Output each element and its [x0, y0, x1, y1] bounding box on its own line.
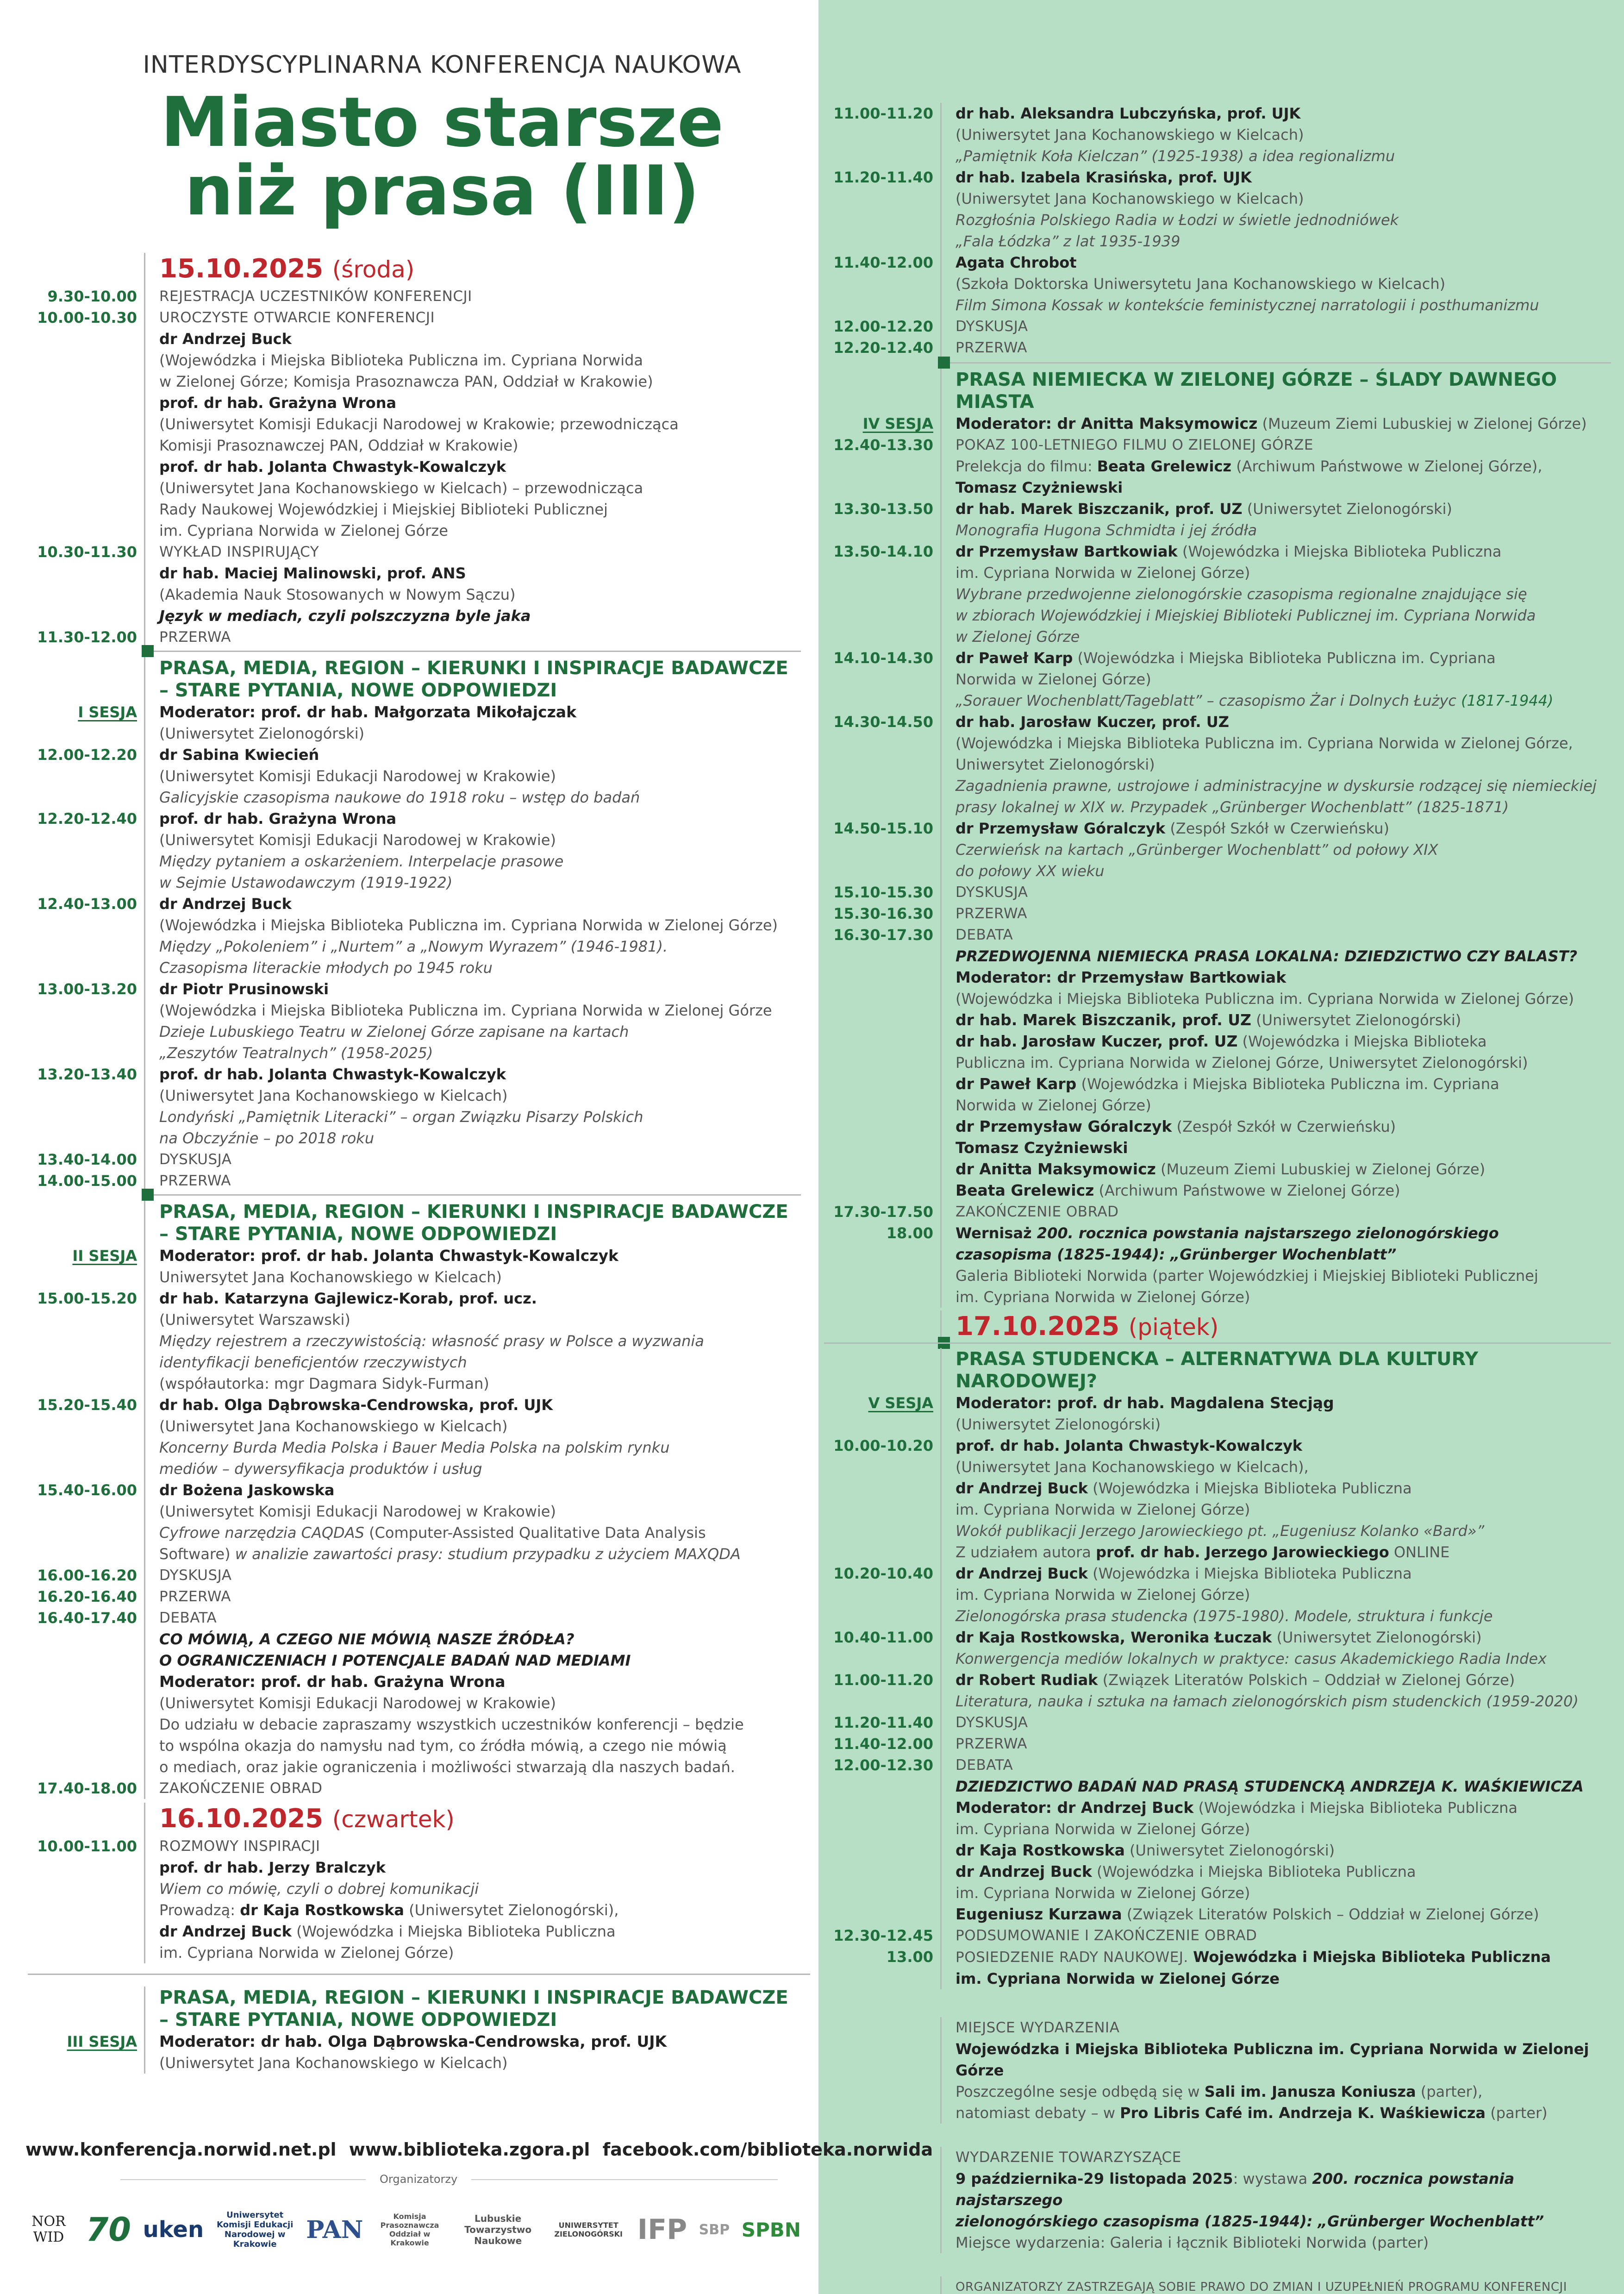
- session-4-moderator: IV SESJA Moderator: dr Anitta Maksymowicz (Muzeum Ziemi Lubuskiej w Zielonej Górze): [824, 413, 1611, 434]
- side-event-info: WYDARZENIE TOWARZYSZĄCE 9 października-29 listopada 2025: wystawa 200. rocznica powstania najstarszego zielonogórskiego czasopisma (1825-1944): „Grünberger Wochenblatt” Miejsce wydarzenia: Galeria i łącznik Biblioteki Norwida (parter): [824, 2124, 1611, 2253]
- session-1-moderator: I SESJA Moderator: prof. dr hab. Małgorzata Mikołajczak (Uniwersytet Zielonogórski): [28, 702, 801, 744]
- schedule-row: 9.30-10.00 REJESTRACJA UCZESTNIKÓW KONFERENCJI: [28, 286, 801, 307]
- schedule-row: 12.20-12.40 PRZERWA: [824, 337, 1611, 358]
- schedule-row: 11.00-11.20 dr hab. Aleksandra Lubczyńska, prof. UJK (Uniwersytet Jana Kochanowskiego w Kielcach) „Pamiętnik Koła Kielczan” (1925-1938) a idea regionalizmu: [824, 103, 1611, 167]
- ltn-logo: Lubuskie Towarzystwo Naukowe: [464, 2213, 532, 2246]
- divider-line: [154, 651, 801, 652]
- schedule-row: 16.40-17.40 DEBATA CO MÓWIĄ, A CZEGO NIE MÓWIĄ NASZE ŹRÓDŁA? O OGRANICZENIACH I POTENCJALE BADAŃ NAD MEDIAMI Moderator: prof. dr hab. Grażyna Wrona (Uniwersytet Komisji Edukacji Narodowej w Krakowie) Do udziału w debacie zapraszamy wszystkich uczestników konferencji – będzie to wspólna okazja do namysłu nad tym, co źródła mówią, a czego nie mówią o mediach, oraz jakie ograniczenia i możliwości stwarzają dla naszych badań.: [28, 1607, 801, 1778]
- disclaimer: ORGANIZATORZY ZASTRZEGAJĄ SOBIE PRAWO DO ZMIAN I UZUPEŁNIEŃ PROGRAMU KONFERENCJI: [824, 2253, 1611, 2294]
- footer-links[interactable]: www.konferencja.norwid.net.pl www.biblioteka.zgora.pl facebook.com/biblioteka.norwida: [25, 2139, 933, 2160]
- schedule-row: 17.30-17.50 ZAKOŃCZENIE OBRAD: [824, 1201, 1611, 1222]
- schedule-row: 10.00-10.30 UROCZYSTE OTWARCIE KONFERENCJI dr Andrzej Buck (Wojewódzka i Miejska Biblioteka Publiczna im. Cypriana Norwida w Zielonej Górze; Komisja Prasoznawcza PAN, Oddział w Krakowie) prof. dr hab. Grażyna Wrona (Uniwersytet Komisji Edukacji Narodowej w Krakowie; przewodnicząca Komisji Prasoznawczej PAN, Oddział w Krakowie) prof. dr hab. Jolanta Chwastyk-Kowalczyk (Uniwersytet Jana Kochanowskiego w Kielcach) – przewodnicząca Rady Naukowej Wojewódzkiej i Miejskiej Biblioteki Publicznej im. Cypriana Norwida w Zielonej Górze: [28, 307, 801, 541]
- schedule-row: 13.30-13.50 dr hab. Marek Biszczanik, prof. UZ (Uniwersytet Zielonogórski) Monografia Hugona Schmidta i jej źródła: [824, 498, 1611, 541]
- session-2-moderator: II SESJA Moderator: prof. dr hab. Jolanta Chwastyk-Kowalczyk Uniwersytet Jana Kochanowskiego w Kielcach): [28, 1245, 801, 1288]
- schedule-row: 12.00-12.30 DEBATA DZIEDZICTWO BADAŃ NAD PRASĄ STUDENCKĄ ANDRZEJA K. WAŚKIEWICZA Moderator: dr Andrzej Buck (Wojewódzka i Miejska Biblioteka Publiczna im. Cypriana Norwida w Zielonej Górze) dr Kaja Rostkowska (Uniwersytet Zielonogórski) dr Andrzej Buck (Wojewódzka i Miejska Biblioteka Publiczna im. Cypriana Norwida w Zielonej Górze) Eugeniusz Kurzawa (Związek Literatów Polskich – Oddział w Zielonej Górze): [824, 1755, 1611, 1925]
- schedule-row: 18.00 Wernisaż 200. rocznica powstania najstarszego zielonogórskiego czasopisma (1825-1944): „Grünberger Wochenblatt” Galeria Biblioteki Norwida (parter Wojewódzkiej i Miejskiej Biblioteki Publicznej im. Cypriana Norwida w Zielonej Górze): [824, 1222, 1611, 1308]
- session-2-header: PRASA, MEDIA, REGION – KIERUNKI I INSPIRACJE BADAWCZE – STARE PYTANIA, NOWE ODPOWIEDZI: [28, 1191, 801, 1245]
- schedule-row: 15.10-15.30 DYSKUSJA: [824, 882, 1611, 903]
- schedule-row: 17.40-18.00 ZAKOŃCZENIE OBRAD: [28, 1778, 801, 1799]
- schedule-row: 10.20-10.40 dr Andrzej Buck (Wojewódzka i Miejska Biblioteka Publiczna im. Cypriana Norwida w Zielonej Górze) Zielonogórska prasa studencka (1975-1980). Modele, struktura i funkcje: [824, 1563, 1611, 1627]
- schedule-row: 14.00-15.00 PRZERWA: [28, 1170, 801, 1191]
- schedule-row: 12.20-12.40 prof. dr hab. Grażyna Wrona (Uniwersytet Komisji Edukacji Narodowej w Krakowie) Między pytaniem a oskarżeniem. Interpelacje prasowe w Sejmie Ustawodawczym (1919-1922): [28, 808, 801, 893]
- schedule-row: 14.10-14.30 dr Paweł Karp (Wojewódzka i Miejska Biblioteka Publiczna im. Cypriana Norwida w Zielonej Górze) „Sorauer Wochenblatt/Tageblatt” – czasopismo Żar i Dolnych Łużyc (1817-1944): [824, 647, 1611, 711]
- session-5-header: PRASA STUDENCKA – ALTERNATYWA DLA KULTURY NARODOWEJ?: [824, 1343, 1611, 1392]
- schedule-row: 11.30-12.00 PRZERWA: [28, 627, 801, 648]
- schedule-row: 11.00-11.20 dr Robert Rudiak (Związek Literatów Polskich – Oddział w Zielonej Górze) Literatura, nauka i sztuka na łamach zielonogórskich pism studenckich (1959-2020): [824, 1669, 1611, 1712]
- schedule-row: 13.40-14.00 DYSKUSJA: [28, 1149, 801, 1170]
- sbp-logo: SBP: [699, 2221, 730, 2238]
- divider-line: [824, 1342, 1611, 1344]
- title-line-2: niż prasa (III): [184, 151, 700, 231]
- schedule-row: 13.50-14.10 dr Przemysław Bartkowiak (Wojewódzka i Miejska Biblioteka Publiczna im. Cypriana Norwida w Zielonej Górze) Wybrane przedwojenne zielonogórskie czasopisma regionalne znajdujące się w zbiorach Wojewódzkiej i Miejskiej Biblioteki Publicznej im. Cypriana Norwida w Zielonej Górze: [824, 541, 1611, 647]
- venue-info: MIEJSCE WYDARZENIA Wojewódzka i Miejska Biblioteka Publiczna im. Cypriana Norwida w Zielonej Górze Poszczególne sesje odbędą się w Sali im. Janusza Koniusza (parter), natomiast debaty – w Pro Libris Café im. Andrzeja K. Waśkiewicza (parter): [824, 1989, 1611, 2124]
- session-4-header: PRASA NIEMIECKA W ZIELONEJ GÓRZE – ŚLADY DAWNEGO MIASTA: [824, 358, 1611, 413]
- uken-logo: uken: [143, 2217, 204, 2243]
- spbn-logo: SPBN: [741, 2218, 801, 2241]
- pan-logo: PAN: [306, 2215, 363, 2244]
- pan-commission: Komisja Prasoznawcza Oddział w Krakowie: [380, 2212, 439, 2247]
- session-1-header: PRASA, MEDIA, REGION – KIERUNKI I INSPIRACJE BADAWCZE – STARE PYTANIA, NOWE ODPOWIEDZI: [28, 648, 801, 702]
- title-line-1: Miasto starsze: [160, 82, 724, 162]
- schedule-row: 12.40-13.00 dr Andrzej Buck (Wojewódzka i Miejska Biblioteka Publiczna im. Cypriana Norwida w Zielonej Górze) Między „Pokoleniem” i „Nurtem” a „Nowym Wyrazem” (1946-1981). Czasopisma literackie młodych po 1945 roku: [28, 893, 801, 978]
- uken-name: Uniwersytet Komisji Edukacji Narodowej w Krakowie: [217, 2210, 294, 2249]
- schedule-row: 16.00-16.20 DYSKUSJA: [28, 1565, 801, 1586]
- conference-type: INTERDYSCYPLINARNA KONFERENCJA NAUKOWA: [143, 51, 742, 79]
- anniversary-logo: 70: [86, 2211, 131, 2249]
- schedule-row: 11.40-12.00 PRZERWA: [824, 1733, 1611, 1755]
- schedule-row: 15.00-15.20 dr hab. Katarzyna Gajlewicz-Korab, prof. ucz. (Uniwersytet Warszawski) Między rejestrem a rzeczywistością: własność prasy w Polsce a wyzwania identyfikacji beneficjentów rzeczywistych (współautorka: mgr Dagmara Sidyk-Furman): [28, 1288, 801, 1394]
- ifp-logo: IFP: [637, 2213, 687, 2246]
- schedule-row: 11.20-11.40 DYSKUSJA: [824, 1712, 1611, 1733]
- schedule-row: 16.30-17.30 DEBATA PRZEDWOJENNA NIEMIECKA PRASA LOKALNA: DZIEDZICTWO CZY BALAST? Moderator: dr Przemysław Bartkowiak (Wojewódzka i Miejska Biblioteka Publiczna im. Cypriana Norwida w Zielonej Górze) dr hab. Marek Biszczanik, prof. UZ (Uniwersytet Zielonogórski) dr hab. Jarosław Kuczer, prof. UZ (Wojewódzka i Miejska Biblioteka Publiczna im. Cypriana Norwida w Zielonej Górze, Uniwersytet Zielonogórski) dr Paweł Karp (Wojewódzka i Miejska Biblioteka Publiczna im. Cypriana Norwida w Zielonej Górze) dr Przemysław Góralczyk (Zespół Szkół w Czerwieńsku) Tomasz Czyżniewski dr Anitta Maksymowicz (Muzeum Ziemi Lubuskiej w Zielonej Górze) Beata Grelewicz (Archiwum Państwowe w Zielonej Górze): [824, 924, 1611, 1201]
- session-5-moderator: V SESJA Moderator: prof. dr hab. Magdalena Stecjąg (Uniwersytet Zielonogórski): [824, 1392, 1611, 1435]
- schedule-row: 14.30-14.50 dr hab. Jarosław Kuczer, prof. UZ (Wojewódzka i Miejska Biblioteka Publiczna im. Cypriana Norwida w Zielonej Górze, Uniwersytet Zielonogórski) Zagadnienia prawne, ustrojowe i administracyjne w dyskursie rodzącej się niemieckiej prasy lokalnej w XIX w. Przypadek „Grünberger Wochenblatt” (1825-1871): [824, 711, 1611, 818]
- session-3-header: PRASA, MEDIA, REGION – KIERUNKI I INSPIRACJE BADAWCZE – STARE PYTANIA, NOWE ODPOWIEDZI: [28, 1963, 801, 2031]
- day-3-heading: 17.10.2025 (piątek): [824, 1308, 1611, 1343]
- session-3-moderator: III SESJA Moderator: dr hab. Olga Dąbrowska-Cendrowska, prof. UJK (Uniwersytet Jana Kochanowskiego w Kielcach): [28, 2031, 801, 2074]
- schedule-row: 14.50-15.10 dr Przemysław Góralczyk (Zespół Szkół w Czerwieńsku) Czerwieńsk na kartach „Grünberger Wochenblatt” od połowy XIX do połowy XX wieku: [824, 818, 1611, 882]
- divider-line: [154, 1194, 801, 1196]
- uz-logo: UNIWERSYTET ZIELONOGÓRSKI: [554, 2221, 623, 2238]
- schedule-row: 10.40-11.00 dr Kaja Rostkowska, Weronika Łuczak (Uniwersytet Zielonogórski) Konwergencja mediów lokalnych w praktyce: casus Akademickiego Radia Index: [824, 1627, 1611, 1669]
- schedule-row: 15.30-16.30 PRZERWA: [824, 903, 1611, 924]
- schedule-row: 12.30-12.45 PODSUMOWANIE I ZAKOŃCZENIE OBRAD: [824, 1925, 1611, 1946]
- schedule-row: 10.00-10.20 prof. dr hab. Jolanta Chwastyk-Kowalczyk (Uniwersytet Jana Kochanowskiego w Kielcach), dr Andrzej Buck (Wojewódzka i Miejska Biblioteka Publiczna im. Cypriana Norwida w Zielonej Górze) Wokół publikacji Jerzego Jarowieckiego pt. „Eugeniusz Kolanko «Bard»” Z udziałem autora prof. dr hab. Jerzego Jarowieckiego ONLINE: [824, 1435, 1611, 1563]
- schedule-row: 10.30-11.30 WYKŁAD INSPIRUJĄCY dr hab. Maciej Malinowski, prof. ANS (Akademia Nauk Stosowanych w Nowym Sączu) Język w mediach, czyli polszczyzna byle jaka: [28, 541, 801, 627]
- schedule-row: 11.20-11.40 dr hab. Izabela Krasińska, prof. UJK (Uniwersytet Jana Kochanowskiego w Kielcach) Rozgłośnia Polskiego Radia w Łodzi w świetle jednodniówek „Fala Łódzka” z lat 1935-1939: [824, 167, 1611, 252]
- left-column: [28, 51, 801, 2074]
- schedule-row: 10.00-11.00 ROZMOWY INSPIRACJI prof. dr hab. Jerzy Bralczyk Wiem co mówię, czyli o dobrej komunikacji Prowadzą: dr Kaja Rostkowska (Uniwersytet Zielonogórski), dr Andrzej Buck (Wojewódzka i Miejska Biblioteka Publiczna im. Cypriana Norwida w Zielonej Górze): [28, 1836, 801, 1963]
- session-marker: [142, 1189, 154, 1201]
- poster-header: [28, 51, 801, 231]
- day-2-heading: 16.10.2025 (czwartek): [28, 1799, 801, 1836]
- organizers-label: Organizatorzy: [366, 2173, 471, 2186]
- schedule-row: 11.40-12.00 Agata Chrobot (Szkoła Doktorska Uniwersytetu Jana Kochanowskiego w Kielcach) Film Simona Kossak w kontekście feministycznej narratologii i posthumanizmu: [824, 252, 1611, 316]
- schedule-row: 16.20-16.40 PRZERWA: [28, 1586, 801, 1607]
- schedule-row: 13.00 POSIEDZENIE RADY NAUKOWEJ. Wojewódzka i Miejska Biblioteka Publiczna im. Cypriana Norwida w Zielonej Górze: [824, 1946, 1611, 1989]
- schedule-row: 13.20-13.40 prof. dr hab. Jolanta Chwastyk-Kowalczyk (Uniwersytet Jana Kochanowskiego w Kielcach) Londyński „Pamiętnik Literacki” – organ Związku Pisarzy Polskich na Obczyźnie – po 2018 roku: [28, 1064, 801, 1149]
- schedule-row: 12.00-12.20 DYSKUSJA: [824, 316, 1611, 337]
- organizer-logos: [23, 2190, 801, 2269]
- day-1-heading: 15.10.2025 (środa): [28, 253, 801, 286]
- session-marker: [938, 357, 950, 369]
- norwid-logo: NOR WID: [31, 2213, 66, 2245]
- divider-line: [28, 1974, 810, 1975]
- right-column: [824, 103, 1611, 2294]
- schedule-row: 15.20-15.40 dr hab. Olga Dąbrowska-Cendrowska, prof. UJK (Uniwersytet Jana Kochanowskiego w Kielcach) Koncerny Burda Media Polska i Bauer Media Polska na polskim rynku mediów – dywersyfikacja produktów i usług: [28, 1394, 801, 1479]
- schedule-row: 13.00-13.20 dr Piotr Prusinowski (Wojewódzka i Miejska Biblioteka Publiczna im. Cypriana Norwida w Zielonej Górze Dzieje Lubuskiego Teatru w Zielonej Górze zapisane na kartach „Zeszytów Teatralnych” (1958-2025): [28, 978, 801, 1064]
- schedule-row: 12.40-13.30 POKAZ 100-LETNIEGO FILMU O ZIELONEJ GÓRZE Prelekcja do filmu: Beata Grelewicz (Archiwum Państwowe w Zielonej Górze), Tomasz Czyżniewski: [824, 434, 1611, 498]
- schedule-row: 12.00-12.20 dr Sabina Kwiecień (Uniwersytet Komisji Edukacji Narodowej w Krakowie) Galicyjskie czasopisma naukowe do 1918 roku – wstęp do badań: [28, 744, 801, 808]
- divider-line: [950, 362, 1611, 364]
- session-marker: [142, 645, 154, 657]
- schedule-row: 15.40-16.00 dr Bożena Jaskowska (Uniwersytet Komisji Edukacji Narodowej w Krakowie) Cyfrowe narzędzia CAQDAS (Computer-Assisted Qualitative Data Analysis Software) w analizie zawartości prasy: studium przypadku z użyciem MAXQDA: [28, 1479, 801, 1565]
